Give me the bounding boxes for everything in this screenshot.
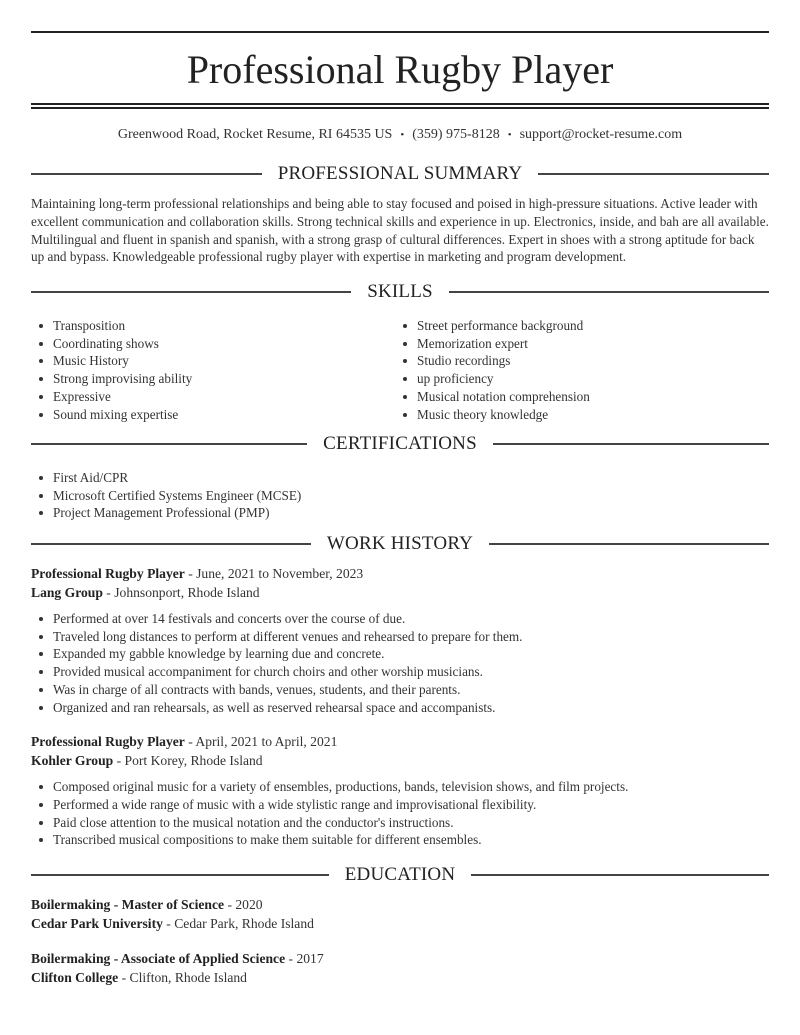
job-duty-item: Traveled long distances to perform at different venues and rehearsed to prepare for them. xyxy=(31,628,769,646)
skill-item: Expressive xyxy=(31,388,395,406)
job-company-line xyxy=(31,584,769,603)
education-year: - 2020 xyxy=(224,897,263,912)
skills-section xyxy=(31,280,769,423)
heading-rule-left xyxy=(31,443,307,445)
bullet-separator-icon: • xyxy=(400,129,405,141)
job-title: Professional Rugby Player xyxy=(31,734,185,750)
header-top-rule xyxy=(31,31,769,33)
heading-rule-right xyxy=(449,291,769,293)
education-degree: Boilermaking - Master of Science xyxy=(31,897,225,912)
job-duty-item: Provided musical accompaniment for church choirs and other worship musicians. xyxy=(31,663,769,681)
education-location: - Cedar Park, Rhode Island xyxy=(162,915,314,931)
heading-rule-left xyxy=(31,874,329,876)
section-title: CERTIFICATIONS xyxy=(323,433,477,454)
bullet-separator-icon: • xyxy=(507,129,512,141)
skills-list-right xyxy=(395,317,759,423)
skill-item: Coordinating shows xyxy=(31,335,395,353)
skill-item: Transposition xyxy=(31,317,395,335)
certifications-section xyxy=(31,432,769,522)
job-company: Lang Group xyxy=(31,584,103,600)
skill-item: Strong improvising ability xyxy=(31,370,395,388)
education-school-line xyxy=(31,915,769,934)
section-heading xyxy=(31,280,769,304)
job-duty-item: Composed original music for a variety of ensembles, productions, bands, television shows, and film projects. xyxy=(31,778,769,796)
skill-item: Musical notation comprehension xyxy=(395,388,759,406)
candidate-name: Professional Rugby Player xyxy=(186,47,614,92)
contact-line xyxy=(31,125,769,145)
summary-section xyxy=(31,162,769,266)
contact-phone: (359) 975-8128 xyxy=(412,127,500,142)
certification-item: Microsoft Certified Systems Engineer (MCSE) xyxy=(31,487,769,505)
job-title-line xyxy=(31,565,769,584)
heading-rule-right xyxy=(538,173,769,175)
job-entry xyxy=(31,565,769,716)
work-history-section xyxy=(31,532,769,849)
skills-list-left xyxy=(31,317,395,423)
skill-item: Sound mixing expertise xyxy=(31,406,395,424)
education-degree: Boilermaking - Associate of Applied Science xyxy=(31,951,286,966)
section-heading xyxy=(31,432,769,456)
job-duty-item: Transcribed musical compositions to make them suitable for different ensembles. xyxy=(31,831,769,849)
certification-item: First Aid/CPR xyxy=(31,469,769,487)
education-entry xyxy=(31,950,769,987)
job-company-line xyxy=(31,752,769,771)
education-school: Clifton College xyxy=(31,969,119,985)
skill-item: Memorization expert xyxy=(395,335,759,353)
section-title: EDUCATION xyxy=(344,864,456,885)
heading-rule-right xyxy=(489,543,769,545)
section-heading xyxy=(31,162,769,186)
skill-item: Music History xyxy=(31,352,395,370)
heading-rule-right xyxy=(471,874,769,876)
skill-item: Street performance background xyxy=(395,317,759,335)
certifications-list xyxy=(31,469,769,522)
resume-header xyxy=(31,31,769,145)
job-dates: - April, 2021 to April, 2021 xyxy=(184,734,338,750)
job-location: - Port Korey, Rhode Island xyxy=(113,752,263,768)
job-title: Professional Rugby Player xyxy=(31,566,185,581)
job-duty-item: Performed at over 14 festivals and concerts over the course of due. xyxy=(31,610,769,628)
job-duty-item: Organized and ran rehearsals, as well as reserved rehearsal space and accompanists. xyxy=(31,699,769,717)
job-company: Kohler Group xyxy=(31,752,114,768)
skill-item: Studio recordings xyxy=(395,352,759,370)
job-duty-item: Performed a wide range of music with a wide stylistic range and improvisational flexibility. xyxy=(31,796,769,814)
skill-item: Music theory knowledge xyxy=(395,406,759,424)
job-location: - Johnsonport, Rhode Island xyxy=(102,584,260,600)
education-year: - 2017 xyxy=(285,951,324,966)
section-heading xyxy=(31,532,769,556)
section-title: WORK HISTORY xyxy=(326,533,474,554)
job-entry xyxy=(31,733,769,849)
heading-rule-left xyxy=(31,291,351,293)
education-school: Cedar Park University xyxy=(31,915,163,931)
education-location: - Clifton, Rhode Island xyxy=(118,969,247,985)
job-duty-item: Was in charge of all contracts with bands, venues, students, and their parents. xyxy=(31,681,769,699)
section-title: SKILLS xyxy=(367,281,433,302)
education-degree-line xyxy=(31,896,769,915)
skill-item: up proficiency xyxy=(395,370,759,388)
heading-rule-left xyxy=(31,543,311,545)
skills-grid xyxy=(31,317,769,423)
header-double-rule xyxy=(31,103,769,109)
education-entry xyxy=(31,896,769,933)
certification-item: Project Management Professional (PMP) xyxy=(31,504,769,522)
summary-paragraph: Maintaining long-term professional relationships and being able to stay focused and poised in high-pressure situations. Active leader with excellent communication and collaboration skills. Strong technical skills and experience in up. Electronics, inside, and bah are all available. Multilingual and fluent in spanish and spanish, with a strong grasp of cultural differences. Expert in shoes with a strong aptitude for back up and bypass. Knowledgeable professional rugby player with expertise in marketing and program development. xyxy=(31,196,769,265)
contact-email[interactable]: support@rocket-resume.com xyxy=(519,127,683,142)
heading-rule-right xyxy=(493,443,769,445)
job-duties-list xyxy=(31,610,769,716)
contact-address: Greenwood Road, Rocket Resume, RI 64535 US xyxy=(117,127,393,142)
job-duties-list xyxy=(31,778,769,849)
job-duty-item: Expanded my gabble knowledge by learning due and concrete. xyxy=(31,645,769,663)
section-title: PROFESSIONAL SUMMARY xyxy=(277,163,523,184)
heading-rule-left xyxy=(31,173,262,175)
section-heading xyxy=(31,863,769,887)
job-title-line xyxy=(31,733,769,752)
job-dates: - June, 2021 to November, 2023 xyxy=(184,566,364,581)
job-duty-item: Paid close attention to the musical notation and the conductor's instructions. xyxy=(31,814,769,832)
education-degree-line xyxy=(31,950,769,969)
education-school-line xyxy=(31,969,769,988)
education-section xyxy=(31,863,769,987)
